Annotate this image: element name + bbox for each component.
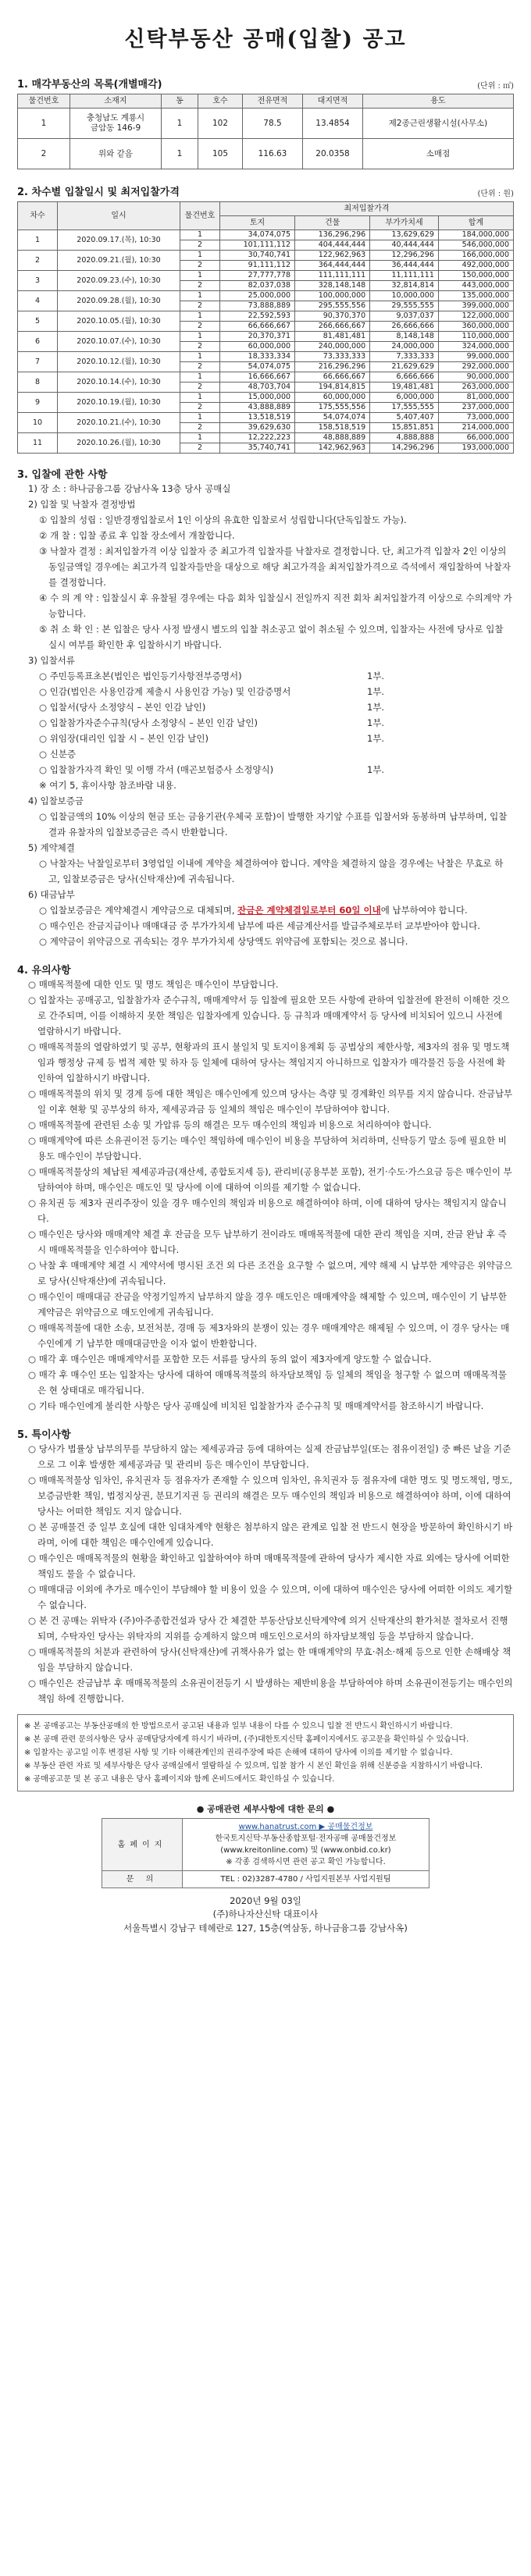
phone-label: 문 의 — [102, 1871, 183, 1888]
table-row — [18, 109, 514, 139]
cell-dong: 1 — [162, 139, 198, 169]
cell-vat: 6,000,000 — [370, 393, 439, 403]
doc-count: 1부. — [367, 671, 385, 681]
notice-line: ※ 본 공매공고는 부동산공매의 한 방법으로서 공고된 내용과 일부 내용이 다를 수 있으니 입찰 전 반드시 확인하시기 바랍니다. — [24, 1722, 453, 1731]
table-row — [18, 291, 514, 301]
cell-land-price: 15,000,000 — [220, 393, 295, 403]
cell-land-price: 35,740,741 — [220, 443, 295, 454]
col-total: 합계 — [438, 216, 513, 230]
cell-bldg-price: 73,333,333 — [295, 352, 370, 362]
cell-total: 66,000,000 — [438, 433, 513, 443]
page-title: 신탁부동산 공매(입찰) 공고 — [124, 27, 407, 52]
caution-item: ○ 매매목적물에 대한 인도 및 명도 책임은 매수인이 부담합니다. — [28, 979, 279, 990]
cell-land-price: 82,037,038 — [220, 281, 295, 291]
cell-vat: 12,296,296 — [370, 251, 439, 261]
deposit-text: ○ 입찰금액의 10% 이상의 현금 또는 금융기관(우체국 포함)이 발행한 자기앞 수표를 입찰서와 동봉하며 납부하며, 입찰결과 유찰자의 입찰보증금은 즉시 반환합니다. — [39, 811, 508, 838]
cell-land-price: 91,111,112 — [220, 261, 295, 271]
col-item: 물건번호 — [180, 202, 220, 230]
cell-item: 2 — [180, 261, 220, 271]
section3-body — [17, 481, 514, 949]
cell-land-price: 39,629,630 — [220, 423, 295, 433]
cell-vat: 9,037,037 — [370, 311, 439, 322]
doc-count: 1부. — [367, 702, 385, 713]
table-row — [18, 271, 514, 281]
table-row — [18, 251, 514, 261]
doc-count: 1부. — [367, 733, 385, 744]
cell-total: 360,000,000 — [438, 322, 513, 332]
deposit-heading: 4) 입찰보증금 — [28, 795, 84, 806]
table-row — [102, 1819, 429, 1871]
cell-total: 214,000,000 — [438, 423, 513, 433]
schedule-table-header — [18, 202, 514, 216]
col-location: 소재지 — [70, 94, 162, 109]
cell-vat: 6,666,666 — [370, 372, 439, 382]
payment-deadline-highlight: 잔금은 계약체결일로부터 60일 이내 — [237, 905, 381, 916]
section1-header — [17, 76, 514, 91]
cell-area: 78.5 — [243, 109, 303, 139]
inquiry-title: ● 공매관련 세부사항에 대한 문의 ● — [196, 1804, 335, 1814]
homepage-line: 한국토지신탁·부동산종합포털·전자공매 공매물건정보 — [215, 1834, 397, 1843]
cell-bldg-price: 60,000,000 — [295, 393, 370, 403]
method-heading: 2) 입찰 및 낙찰자 결정방법 — [28, 499, 136, 510]
homepage-link[interactable]: www.hanatrust.com ▶ 공매물건정보 — [238, 1823, 373, 1831]
doc-name: ○ 인감(법인은 사용인감계 제출시 사용인감 가능) 및 인감증명서 — [39, 686, 291, 697]
cell-land-price: 12,222,223 — [220, 433, 295, 443]
section5-body — [17, 1441, 514, 1706]
cell-date: 2020.09.21.(월), 10:30 — [58, 251, 180, 271]
notice-date: 2020년 9월 03일 — [230, 1895, 301, 1906]
cell-land-price: 48,703,704 — [220, 382, 295, 393]
doc-item — [17, 668, 514, 684]
cell-vat: 5,407,407 — [370, 413, 439, 423]
cell-bldg-price: 295,555,556 — [295, 301, 370, 311]
contract-text: ○ 낙찰자는 낙찰일로부터 3영업일 이내에 계약을 체결하여야 합니다. 계약을 체결하지 않을 경우에는 낙찰은 무효로 하고, 입찰보증금은 당사(신탁재산)에 귀속됩니다. — [39, 858, 504, 884]
table-row — [18, 433, 514, 443]
cell-bldg-price: 48,888,889 — [295, 433, 370, 443]
cell-bldg-price: 364,444,444 — [295, 261, 370, 271]
cell-round: 11 — [18, 433, 58, 454]
cell-bldg-price: 81,481,481 — [295, 332, 370, 342]
cell-land-price: 54,074,075 — [220, 362, 295, 372]
notice-line: ※ 공매공고문 및 본 공고 내용은 당사 홈페이지와 함께 온비드에서도 확인하실 수 있습니다. — [24, 1775, 335, 1784]
cell-date: 2020.10.19.(월), 10:30 — [58, 393, 180, 413]
cell-round: 4 — [18, 291, 58, 311]
section3-title: 3. 입찰에 관한 사항 — [17, 469, 108, 481]
cell-use: 소매점 — [363, 139, 514, 169]
cell-item: 2 — [180, 240, 220, 251]
cell-round: 10 — [18, 413, 58, 433]
cell-land-price: 20,370,371 — [220, 332, 295, 342]
cell-item: 1 — [180, 413, 220, 423]
table-row — [18, 352, 514, 362]
table-row — [18, 311, 514, 322]
cell-land-price: 60,000,000 — [220, 342, 295, 352]
cell-use: 제2종근린생활시설(사무소) — [363, 109, 514, 139]
cell-vat: 36,444,444 — [370, 261, 439, 271]
special-item: ○ 매수인은 잔금납부 후 매매목적물의 소유권이전등기 시 발생하는 제반비용을 부담하여야 하며 소유권이전등기는 매수인의 책임 하에 진행합니다. — [28, 1678, 513, 1704]
cell-item: 1 — [180, 352, 220, 362]
cell-total: 110,000,000 — [438, 332, 513, 342]
property-table-header — [18, 94, 514, 109]
caution-item: ○ 입찰자는 공매공고, 입찰참가자 준수규칙, 매매계약서 등 입찰에 필요한 모든 사항에 관하여 입찰전에 완전히 이해한 것으로 간주되며, 이를 이해하지 못한 책임은 입찰자에게 있습니다. 등 규칙과 매매계약서 등 당사에 비치되어 있으니 사전에 열람하시기 바랍니다. — [28, 994, 510, 1037]
bid-schedule-table — [17, 201, 514, 454]
cell-total: 492,000,000 — [438, 261, 513, 271]
cell-dong: 1 — [162, 109, 198, 139]
cell-item: 1 — [180, 311, 220, 322]
location-line: 충청남도 계룡시 — [86, 113, 145, 123]
cell-total: 399,000,000 — [438, 301, 513, 311]
cell-total: 90,000,000 — [438, 372, 513, 382]
cell-land-price: 27,777,778 — [220, 271, 295, 281]
table-row — [18, 332, 514, 342]
cell-vat: 15,851,851 — [370, 423, 439, 433]
table-row — [18, 139, 514, 169]
cell-item: 1 — [180, 393, 220, 403]
phone-info: TEL : 02)3287-4780 / 사업지원본부 사업지원팀 — [183, 1871, 429, 1888]
cell-item: 2 — [180, 281, 220, 291]
caution-item: ○ 매수인이 매매대금 잔금을 약정기일까지 납부하지 않을 경우 매도인은 매매계약을 해제할 수 있으며, 매수인이 기 납부한 계약금은 위약금으로 매도인에게 귀속됩니다. — [28, 1291, 507, 1318]
payment-text-post: 에 납부하여야 합니다. — [380, 905, 468, 916]
doc-name: ○ 입찰참가자준수규칙(당사 소정양식 – 본인 인감 날인) — [39, 717, 258, 728]
cell-bldg-price: 122,962,963 — [295, 251, 370, 261]
cell-item: 1 — [180, 230, 220, 240]
cell-total: 324,000,000 — [438, 342, 513, 352]
table-row — [18, 393, 514, 403]
table-row — [18, 230, 514, 240]
cell-no: 1 — [18, 109, 70, 139]
cell-vat: 4,888,888 — [370, 433, 439, 443]
special-item: ○ 매수인은 매매목적물의 현황을 확인하고 입찰하여야 하며 매매목적물에 관하여 당사가 제시한 자료 외에는 당사에 어떠한 책임도 물을 수 없습니다. — [28, 1553, 510, 1579]
notice-line: ※ 본 공매 관련 문의사항은 당사 공매담당자에게 하시기 바라며, (주)대한토지신탁 홈페이지에서도 공고문을 확인하실 수 있습니다. — [24, 1735, 469, 1744]
cell-date: 2020.09.28.(월), 10:30 — [58, 291, 180, 311]
caution-item: ○ 매매목적물에 관련된 소송 및 가압류 등의 해결은 모두 매수인의 책임과 비용으로 처리하여야 합니다. — [28, 1119, 432, 1130]
special-item: ○ 본 건 공매는 위탁자 (주)아주종합건설과 당사 간 체결한 부동산담보신탁계약에 의거 신탁재산의 환가처분 절차로서 진행되며, 수탁자인 당사는 위탁자의 지위를 승계하지 않으며 매도인으로서의 하자담보책임 등을 부담하지 않습니다. — [28, 1615, 508, 1642]
section2-unit: (단위 : 원) — [477, 190, 514, 198]
method-item: ③ 낙찰자 결정 : 최저입찰가격 이상 입찰자 중 최고가격 입찰자를 낙찰자로 결정합니다. 단, 최고가격 입찰자 2인 이상의 동일금액일 경우에는 최고가격 입찰자들만을 대상으로 해당 최고가격을 최저입찰가격으로 즉석에서 재입찰하여 낙찰자를 결정합니다. — [39, 546, 511, 588]
section2-header — [17, 183, 514, 198]
cell-item: 2 — [180, 301, 220, 311]
bid-place: 1) 장 소 : 하나금융그룹 강남사옥 13층 당사 공매실 — [28, 483, 231, 494]
cell-bldg-price: 240,000,000 — [295, 342, 370, 352]
col-area: 전유면적 — [243, 94, 303, 109]
doc-count: 1부. — [367, 686, 385, 697]
cell-location — [70, 109, 162, 139]
cell-total: 73,000,000 — [438, 413, 513, 423]
docs-note: ※ 여기 5, 휴이사항 참조바람 내용. — [39, 780, 176, 791]
cell-vat: 32,814,814 — [370, 281, 439, 291]
location-line: 금암동 146-9 — [90, 123, 141, 133]
cell-item: 2 — [180, 322, 220, 332]
inquiry-table — [102, 1818, 429, 1888]
cell-location: 위와 같음 — [70, 139, 162, 169]
homepage-info — [183, 1819, 429, 1871]
col-ho: 호수 — [198, 94, 243, 109]
col-bldg-price: 건물 — [295, 216, 370, 230]
cell-total: 166,000,000 — [438, 251, 513, 261]
cell-round: 2 — [18, 251, 58, 271]
payment-text-pre: ○ 입찰보증금은 계약체결시 계약금으로 대체되며, — [39, 905, 238, 916]
cell-vat: 19,481,481 — [370, 382, 439, 393]
cell-round: 6 — [18, 332, 58, 352]
cell-land-price: 22,592,593 — [220, 311, 295, 322]
doc-item — [17, 746, 514, 762]
cell-item: 1 — [180, 433, 220, 443]
caution-item: ○ 매각 후 매수인은 매매계약서를 포함한 모든 서류를 당사의 동의 없이 제3자에게 양도할 수 없습니다. — [28, 1354, 432, 1364]
cell-vat: 17,555,555 — [370, 403, 439, 413]
cell-no: 2 — [18, 139, 70, 169]
cell-ho: 102 — [198, 109, 243, 139]
cell-bldg-price: 158,518,519 — [295, 423, 370, 433]
issuer: (주)하나자산신탁 대표이사 — [212, 1909, 319, 1920]
cell-total: 263,000,000 — [438, 382, 513, 393]
doc-name: ○ 입찰서(당사 소정양식 – 본인 인감 날인) — [39, 702, 206, 713]
col-date: 일시 — [58, 202, 180, 230]
cell-round: 1 — [18, 230, 58, 251]
doc-count: 1부. — [367, 717, 385, 728]
caution-item: ○ 매각 후 매수인 또는 입찰자는 당사에 대하여 매매목적물의 하자담보책임 등 일체의 책임을 청구할 수 없으며 매매목적물은 현 상태대로 매각됩니다. — [28, 1369, 507, 1396]
payment-heading: 6) 대금납부 — [28, 889, 75, 900]
cell-bldg-price: 111,111,111 — [295, 271, 370, 281]
doc-item — [17, 684, 514, 699]
payment-text: ○ 계약금이 위약금으로 귀속되는 경우 부가가치세 상당액도 위약금에 포함되는 것으로 봅니다. — [39, 936, 408, 947]
cell-bldg-price: 90,370,370 — [295, 311, 370, 322]
cell-date: 2020.10.12.(월), 10:30 — [58, 352, 180, 372]
cell-total: 122,000,000 — [438, 311, 513, 322]
cell-land-price: 34,074,075 — [220, 230, 295, 240]
cell-vat: 10,000,000 — [370, 291, 439, 301]
cell-date: 2020.10.07.(수), 10:30 — [58, 332, 180, 352]
cell-vat: 8,148,148 — [370, 332, 439, 342]
cell-land: 13.4854 — [303, 109, 363, 139]
cell-vat: 26,666,666 — [370, 322, 439, 332]
col-no: 물건번호 — [18, 94, 70, 109]
cell-item: 1 — [180, 332, 220, 342]
cell-item: 2 — [180, 423, 220, 433]
issuer-address: 서울특별시 강남구 테헤란로 127, 15층(역삼동, 하나금융그룹 강남사옥) — [123, 1923, 408, 1934]
cell-round: 3 — [18, 271, 58, 291]
cell-land-price: 30,740,741 — [220, 251, 295, 261]
cell-round: 9 — [18, 393, 58, 413]
doc-item — [17, 715, 514, 731]
table-row — [18, 413, 514, 423]
cell-total: 135,000,000 — [438, 291, 513, 301]
method-item: ⑤ 취 소 확 인 : 본 입찰은 당사 사정 발생시 별도의 입찰 취소공고 없이 취소될 수 있으며, 입찰자는 사전에 당사로 입찰 실시 여부를 확인한 후 입찰하시기 바랍니다. — [39, 624, 504, 650]
cell-bldg-price: 328,148,148 — [295, 281, 370, 291]
special-item: ○ 당사가 법률상 납부의무를 부담하지 않는 제세공과금 등에 대하여는 실제 잔금납부일(또는 점유이전일) 중 빠른 날을 기준으로 그 이후 발생한 제세공과금 및 관리비 등은 매수인이 부담합니다. — [28, 1443, 511, 1470]
caution-item: ○ 매매목적물상의 체납된 제세공과금(재산세, 종합토지세 등), 관리비(공용부분 포함), 전기·수도·가스요금 등은 매수인이 부담하여야 하며, 매수인은 매도인 및 당사에 이에 대하여 이의를 제기할 수 없습니다. — [28, 1166, 512, 1193]
homepage-line: (www.kreitonline.com) 및 (www.onbid.co.kr) — [220, 1846, 391, 1855]
caution-item: ○ 매매계약에 따른 소유권이전 등기는 매수인 책임하에 매수인이 비용을 부담하여 처리하며, 신탁등기 말소 등에 필요한 비용도 매수인이 부담합니다. — [28, 1135, 507, 1162]
cell-bldg-price: 216,296,296 — [295, 362, 370, 372]
cell-total: 292,000,000 — [438, 362, 513, 372]
cell-item: 2 — [180, 382, 220, 393]
cell-land-price: 43,888,889 — [220, 403, 295, 413]
col-land: 대지면적 — [303, 94, 363, 109]
homepage-label: 홈페이지 — [102, 1819, 183, 1871]
cell-ho: 105 — [198, 139, 243, 169]
cell-date: 2020.10.05.(월), 10:30 — [58, 311, 180, 332]
cell-land: 20.0358 — [303, 139, 363, 169]
cell-land-price: 25,000,000 — [220, 291, 295, 301]
notice-line: ※ 부동산 관련 자료 및 세부사항은 당사 공매실에서 열람하실 수 있으며, 입찰 참가 시 본인 확인을 위해 신분증을 지참하시기 바랍니다. — [24, 1762, 483, 1770]
docs-heading: 3) 입찰서류 — [28, 655, 75, 666]
caution-item: ○ 매매목적물의 열람하였기 및 공부, 현황과의 표시 불일치 및 토지이용계획 등 공법상의 제한사항, 제3자의 점유 및 명도책임과 행정상 규제 등 법적 제한 및 하자 등 일체에 대하여 당사는 책임지지 아니하므로 입찰자가 매각물건 등을 사전에 확인하여 입찰하시기 바랍니다. — [28, 1041, 510, 1083]
caution-item: ○ 유치권 등 제3자 권리주장이 있을 경우 매수인의 책임과 비용으로 해결하여야 하며, 이에 대하여 당사는 책임지지 않습니다. — [28, 1197, 507, 1224]
doc-item — [17, 699, 514, 715]
doc-item — [17, 762, 514, 777]
cell-item: 2 — [180, 342, 220, 352]
cell-land-price: 13,518,519 — [220, 413, 295, 423]
cell-bldg-price: 266,666,667 — [295, 322, 370, 332]
section1-unit: (단위 : ㎡) — [477, 82, 514, 91]
cell-item: 2 — [180, 443, 220, 454]
cell-total: 99,000,000 — [438, 352, 513, 362]
section5-title: 5. 특이사항 — [17, 1429, 71, 1441]
cell-bldg-price: 404,444,444 — [295, 240, 370, 251]
table-row — [102, 1871, 429, 1888]
cell-land-price: 73,888,889 — [220, 301, 295, 311]
cell-vat: 7,333,333 — [370, 352, 439, 362]
col-round: 차수 — [18, 202, 58, 230]
notice-box — [17, 1714, 514, 1791]
cell-item: 1 — [180, 291, 220, 301]
table-row — [18, 372, 514, 382]
section1-title: 1. 매각부동산의 목록(개별매각) — [17, 79, 162, 91]
special-item: ○ 매매목적물의 처분과 관련하여 당사(신탁재산)에 귀책사유가 없는 한 매매계약의 무효·취소·해제 등으로 인한 손해배상 책임을 부담하지 않습니다. — [28, 1646, 511, 1673]
section4-body — [17, 977, 514, 1414]
cell-land-price: 18,333,334 — [220, 352, 295, 362]
homepage-line: ※ 각종 검색하시면 관련 공고 확인 가능합니다. — [226, 1858, 386, 1866]
cell-land-price: 16,666,667 — [220, 372, 295, 382]
cell-total: 150,000,000 — [438, 271, 513, 281]
caution-item: ○ 매매목적물에 대한 소송, 보전처분, 경매 등 제3자와의 분쟁이 있는 경우 매매계약은 해제될 수 있으며, 이 경우 당사는 매수인에게 기 납부한 매매대금만을 이자 없이 반환합니다. — [28, 1322, 510, 1349]
special-item: ○ 매매목적물상 임차인, 유치권자 등 점유자가 존재할 수 있으며 임차인, 유치권자 등 점유자에 대한 명도 및 명도책임, 명도, 보증금반환 책임, 법정지상권, 분묘기지권 등 권리의 해결은 모두 매수인의 책임과 비용으로 해결하여야 하며, 이에 대하여 당사는 어떠한 책임도 지지 않습니다. — [28, 1475, 513, 1517]
cell-bldg-price: 54,074,074 — [295, 413, 370, 423]
contract-heading: 5) 계약체결 — [28, 842, 75, 853]
cell-bldg-price: 194,814,815 — [295, 382, 370, 393]
cell-item: 1 — [180, 271, 220, 281]
payment-text — [17, 902, 514, 918]
property-list-table — [17, 94, 514, 169]
notice-line: ※ 입찰자는 공고일 이후 변경된 사항 및 기타 이해관계인의 권리주장에 따른 손해에 대하여 당사에 이의를 제기할 수 없습니다. — [24, 1749, 453, 1757]
cell-vat: 14,296,296 — [370, 443, 439, 454]
cell-vat: 11,111,111 — [370, 271, 439, 281]
doc-name: ○ 신분증 — [39, 749, 77, 760]
doc-name: ○ 위임장(대리인 입찰 시 – 본인 인감 날인) — [39, 733, 208, 744]
cell-vat: 21,629,629 — [370, 362, 439, 372]
method-item: ④ 수 의 계 약 : 입찰실시 후 유찰될 경우에는 다음 회차 입찰실시 전일까지 직전 회차 최저입찰가격 이상으로 수의계약 가능합니다. — [39, 592, 512, 619]
cell-total: 546,000,000 — [438, 240, 513, 251]
payment-text: ○ 매수인은 잔금지급이나 매매대금 중 부가가치세 납부에 따른 세금계산서를 발급주체로부터 교부받아야 합니다. — [39, 920, 480, 931]
cell-date: 2020.10.26.(월), 10:30 — [58, 433, 180, 454]
special-item: ○ 매매대금 이외에 추가로 매수인이 부담해야 할 비용이 있을 수 있으며, 이에 대하여 매수인은 당사에 어떠한 이의도 제기할 수 없습니다. — [28, 1584, 513, 1610]
cell-bldg-price: 142,962,963 — [295, 443, 370, 454]
doc-count: 1부. — [367, 764, 385, 775]
cell-vat: 29,555,555 — [370, 301, 439, 311]
cell-bldg-price: 136,296,296 — [295, 230, 370, 240]
cell-date: 2020.10.21.(수), 10:30 — [58, 413, 180, 433]
cell-area: 116.63 — [243, 139, 303, 169]
col-price-group: 최저입찰가격 — [220, 202, 514, 216]
cell-vat: 40,444,444 — [370, 240, 439, 251]
cell-land-price: 66,666,667 — [220, 322, 295, 332]
doc-name: ○ 입찰참가자격 확인 및 이행 각서 (매곤보험증사 소정양식) — [39, 764, 274, 775]
section2-title: 2. 차수별 입찰일시 및 최저입찰가격 — [17, 187, 180, 198]
doc-name: ○ 주민등록표초본(법인은 법인등기사항전부증명서) — [39, 671, 242, 681]
cell-date: 2020.10.14.(수), 10:30 — [58, 372, 180, 393]
cell-item: 2 — [180, 403, 220, 413]
caution-item: ○ 기타 매수인에게 불리한 사항은 당사 공매실에 비치된 입찰참가자 준수규칙 및 매매계약서를 참조하시기 바랍니다. — [28, 1400, 484, 1411]
cell-bldg-price: 100,000,000 — [295, 291, 370, 301]
cell-total: 193,000,000 — [438, 443, 513, 454]
cell-total: 81,000,000 — [438, 393, 513, 403]
cell-item: 1 — [180, 251, 220, 261]
cell-vat: 13,629,629 — [370, 230, 439, 240]
cell-round: 5 — [18, 311, 58, 332]
cell-land-price: 101,111,112 — [220, 240, 295, 251]
doc-item — [17, 731, 514, 746]
col-vat: 부가가치세 — [370, 216, 439, 230]
cell-round: 8 — [18, 372, 58, 393]
cell-item: 2 — [180, 362, 220, 372]
cell-bldg-price: 175,555,556 — [295, 403, 370, 413]
cell-total: 443,000,000 — [438, 281, 513, 291]
col-use: 용도 — [363, 94, 514, 109]
section4-title: 4. 유의사항 — [17, 965, 71, 977]
col-land-price: 토지 — [220, 216, 295, 230]
caution-item: ○ 매수인은 당사와 매매계약 체결 후 잔금을 모두 납부하기 전이라도 매매목적물에 대한 관리 책임을 지며, 잔금 완납 후 즉시 매매목적물을 인수하여야 합니다. — [28, 1229, 507, 1255]
cell-date: 2020.09.17.(목), 10:30 — [58, 230, 180, 251]
caution-item: ○ 매매목적물의 위치 및 경계 등에 대한 책임은 매수인에게 있으며 당사는 측량 및 경계확인 의무를 지지 않습니다. 잔금납부일 이후 현황 및 공부상의 하자, 제세공과금 등 일체의 책임은 매수인이 부담하여야 합니다. — [28, 1088, 513, 1115]
cell-total: 237,000,000 — [438, 403, 513, 413]
caution-item: ○ 낙찰 후 매매계약 체결 시 계약서에 명시된 조건 외 다른 조건을 요구할 수 없으며, 계약 해제 시 납부한 계약금은 위약금으로 당사(신탁재산)에 귀속됩니다. — [28, 1260, 513, 1286]
col-dong: 동 — [162, 94, 198, 109]
cell-date: 2020.09.23.(수), 10:30 — [58, 271, 180, 291]
special-item: ○ 본 공매물건 중 일부 호실에 대한 임대차계약 현황은 첨부하지 않은 관계로 입찰 전 반드시 현장을 방문하여 확인하시기 바라며, 이에 대한 책임은 매수인에게 있습니다. — [28, 1521, 513, 1548]
cell-round: 7 — [18, 352, 58, 372]
cell-total: 184,000,000 — [438, 230, 513, 240]
cell-item: 1 — [180, 372, 220, 382]
method-item: ② 개 찰 : 입찰 종료 후 입찰 장소에서 개찰합니다. — [39, 530, 235, 541]
method-item: ① 입찰의 성립 : 일반경쟁입찰로서 1인 이상의 유효한 입찰로서 성립합니다(단독입찰도 가능). — [39, 514, 407, 525]
schedule-body — [18, 230, 514, 454]
cell-vat: 24,000,000 — [370, 342, 439, 352]
cell-bldg-price: 66,666,667 — [295, 372, 370, 382]
